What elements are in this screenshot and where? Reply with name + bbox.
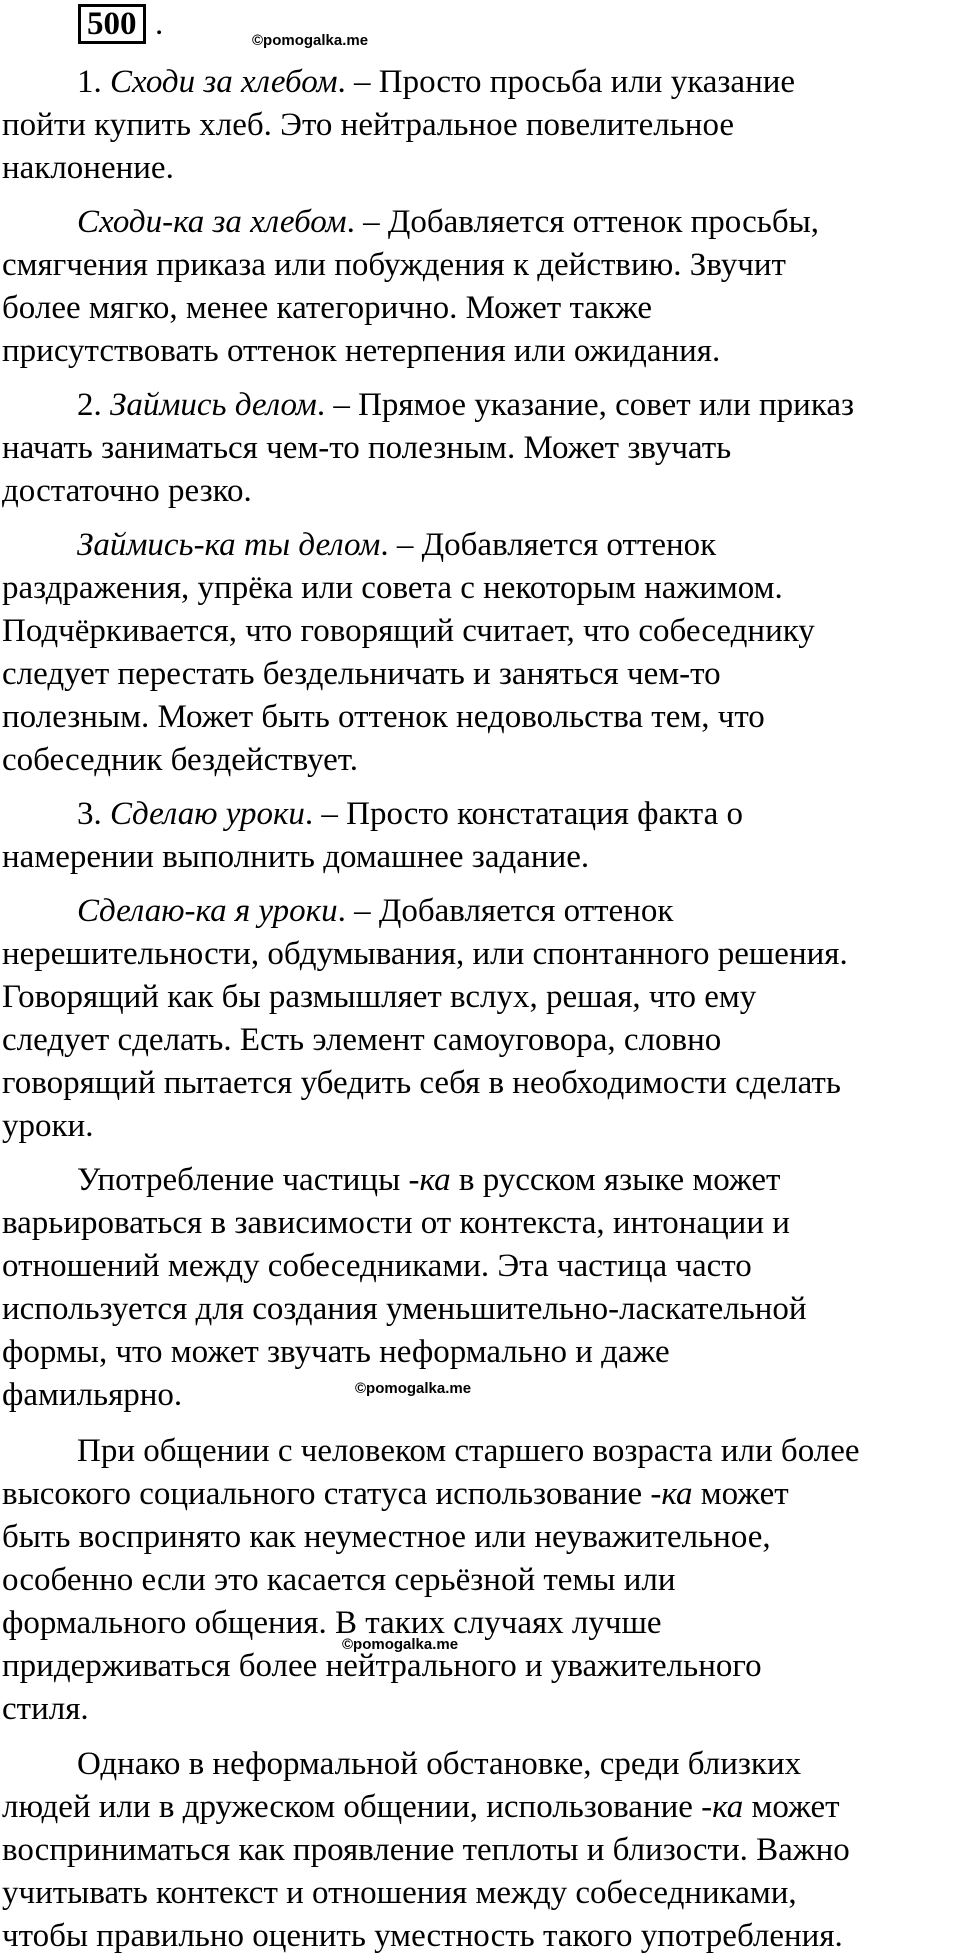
- paragraph-5: [2, 793, 957, 879]
- paragraph-8: [2, 1430, 957, 1731]
- watermark: ©pomogalka.me: [252, 32, 369, 49]
- paragraph-line: следует сделать. Есть элемент самоуговора, словно: [2, 1022, 722, 1058]
- paragraph-line: полезным. Может быть оттенок недовольства тем, что: [2, 699, 765, 735]
- watermark: ©pomogalka.me: [355, 1380, 472, 1397]
- paragraph-line: уроки.: [2, 1108, 94, 1144]
- paragraph-line: особенно если это касается серьёзной темы или: [2, 1562, 676, 1598]
- paragraph-line: пойти купить хлеб. Это нейтральное повелительное: [2, 107, 735, 143]
- paragraph-line: быть воспринято как неуместное или неуважительное,: [2, 1519, 771, 1555]
- paragraph-4: [2, 524, 957, 782]
- paragraph-line: раздражения, упрёка или совета с некоторым нажимом.: [2, 570, 783, 606]
- paragraph-line: Сделаю-ка я уроки. – Добавляется оттенок: [77, 893, 674, 929]
- paragraph-line: людей или в дружеском общении, использование -ка может: [2, 1789, 840, 1825]
- paragraph-line: говорящий пытается убедить себя в необходимости сделать: [2, 1065, 841, 1101]
- exercise-number: 500: [78, 4, 146, 44]
- paragraph-line: достаточно резко.: [2, 473, 252, 509]
- paragraph-line: отношений между собеседниками. Эта частица часто: [2, 1248, 752, 1284]
- paragraph-line: Употребление частицы -ка в русском языке может: [77, 1162, 781, 1198]
- paragraph-line: варьироваться в зависимости от контекста, интонации и: [2, 1205, 790, 1241]
- paragraph-6: [2, 890, 957, 1148]
- paragraph-line: собеседник бездействует.: [2, 742, 358, 778]
- paragraph-line: начать заниматься чем-то полезным. Может звучать: [2, 430, 732, 466]
- paragraph-line: 1. Сходи за хлебом. – Просто просьба или указание: [77, 64, 796, 100]
- paragraph-line: смягчения приказа или побуждения к действию. Звучит: [2, 247, 786, 283]
- paragraph-line: следует перестать бездельничать и заняться чем-то: [2, 656, 721, 692]
- paragraph-line: наклонение.: [2, 150, 174, 186]
- paragraph-line: Подчёркивается, что говорящий считает, что собеседнику: [2, 613, 815, 649]
- paragraph-line: Займись-ка ты делом. – Добавляется оттенок: [77, 527, 717, 563]
- paragraph-line: фамильярно.: [2, 1377, 183, 1413]
- paragraph-9: [2, 1743, 957, 1958]
- paragraph-line: придерживаться более нейтрального и уважительного: [2, 1648, 762, 1684]
- paragraph-line: стиля.: [2, 1691, 89, 1727]
- paragraph-line: формы, что может звучать неформально и даже: [2, 1334, 670, 1370]
- paragraph-line: Говорящий как бы размышляет вслух, решая, что ему: [2, 979, 757, 1015]
- paragraph-line: высокого социального статуса использование -ка может: [2, 1476, 789, 1512]
- paragraph-line: восприниматься как проявление теплоты и близости. Важно: [2, 1832, 850, 1868]
- paragraph-line: учитывать контекст и отношения между собеседниками,: [2, 1875, 797, 1911]
- paragraph-line: 3. Сделаю уроки. – Просто констатация факта о: [77, 796, 744, 832]
- paragraph-2: [2, 201, 957, 373]
- paragraph-line: более мягко, менее категорично. Может также: [2, 290, 652, 326]
- paragraph-line: нерешительности, обдумывания, или спонтанного решения.: [2, 936, 848, 972]
- paragraph-line: Сходи-ка за хлебом. – Добавляется оттенок просьбы,: [77, 204, 820, 240]
- paragraph-7: [2, 1159, 957, 1417]
- paragraph-line: чтобы правильно оценить уместность такого употребления.: [2, 1918, 843, 1954]
- paragraph-line: Однако в неформальной обстановке, среди близких: [77, 1746, 802, 1782]
- paragraph-line: При общении с человеком старшего возраста или более: [77, 1433, 860, 1469]
- paragraph-line: формального общения. В таких случаях лучше: [2, 1605, 662, 1641]
- paragraph-1: [2, 61, 957, 190]
- paragraph-line: присутствовать оттенок нетерпения или ожидания.: [2, 333, 721, 369]
- watermark: ©pomogalka.me: [342, 1636, 459, 1653]
- paragraph-line: 2. Займись делом. – Прямое указание, совет или приказ: [77, 387, 855, 423]
- paragraph-line: используется для создания уменьшительно-ласкательной: [2, 1291, 807, 1327]
- exercise-number-dot: .: [155, 6, 164, 42]
- paragraph-3: [2, 384, 957, 513]
- paragraph-line: намерении выполнить домашнее задание.: [2, 839, 590, 875]
